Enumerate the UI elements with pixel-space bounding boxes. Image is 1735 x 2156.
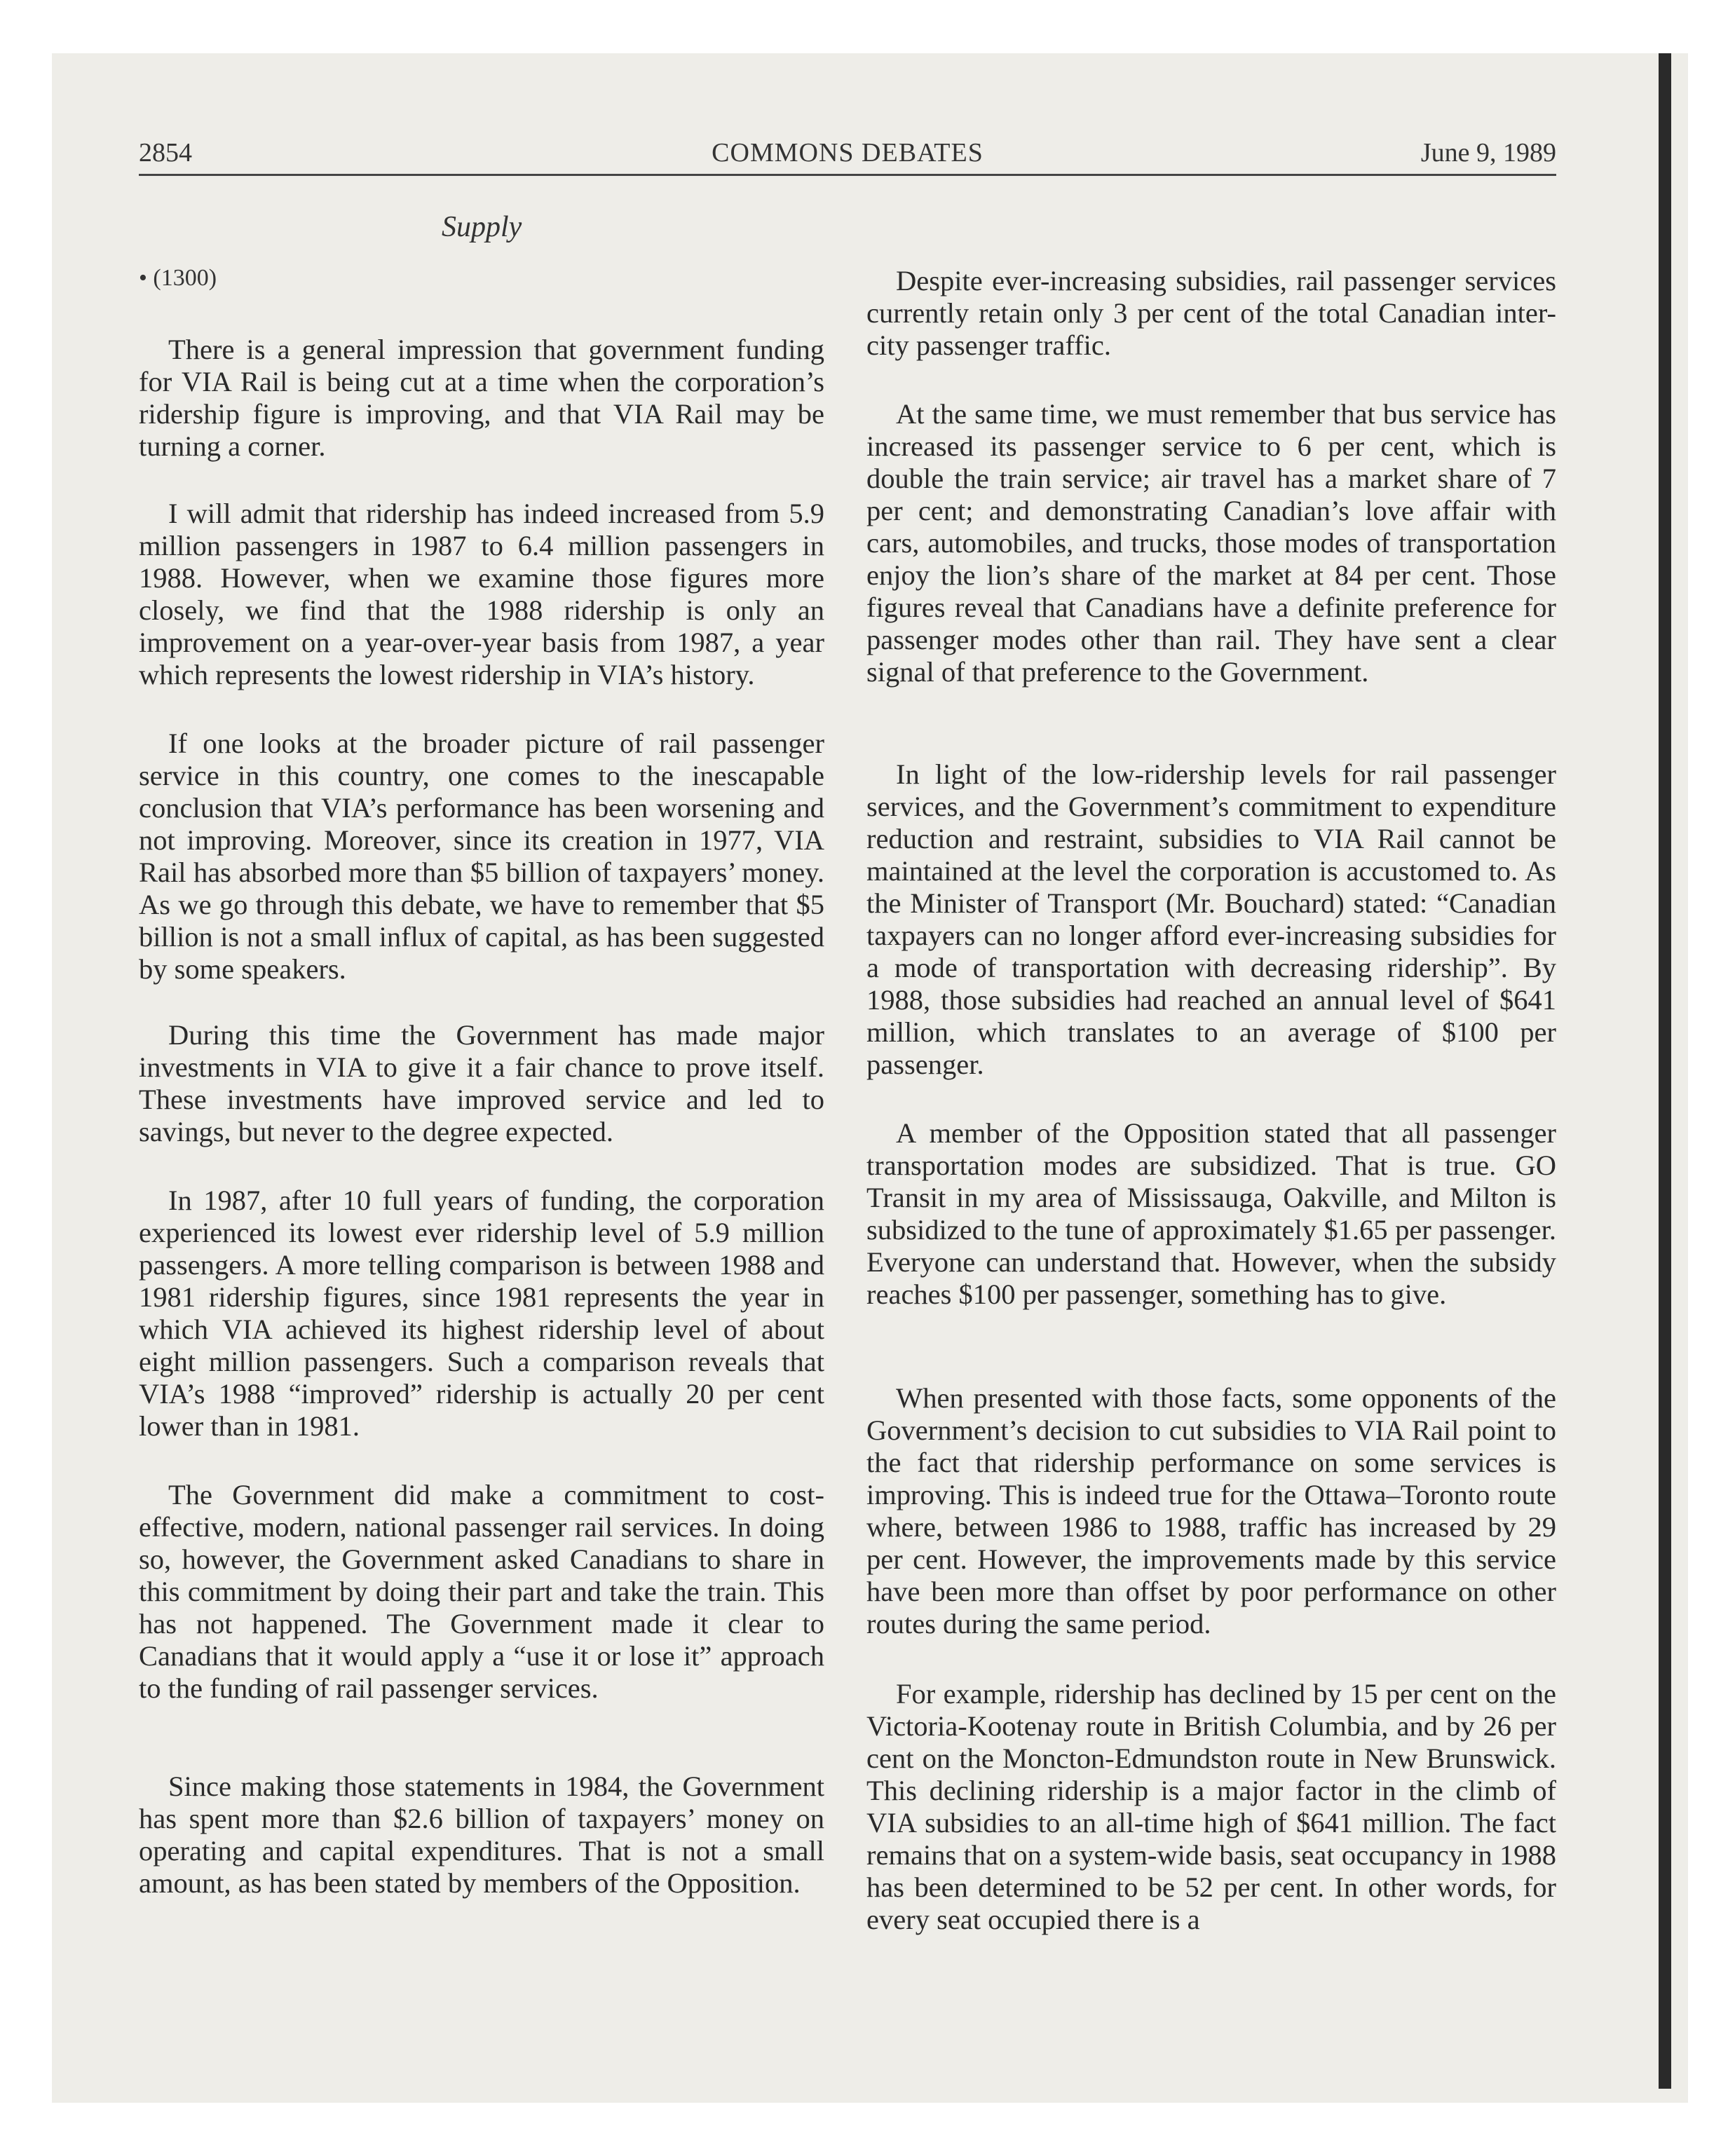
paragraph: There is a general impression that government funding for VIA Rail is being cut at a time when the corporation’s ridership figure is improving, and that VIA Rail may be turning a corner.	[139, 334, 824, 462]
paragraph: When presented with those facts, some opponents of the Government’s decision to cut subsidies to VIA Rail point to the fact that ridership performance on some services is improving. This is indeed true for the Ottawa–Toronto route where, between 1986 to 1988, traffic has increased by 29 per cent. However, the improvements made by this service have been more than offset by poor performance on other routes during the same period.	[866, 1382, 1556, 1639]
paragraph: For example, ridership has declined by 15 per cent on the Victoria-Kootenay route in British Columbia, and by 26 per cent on the Moncton-Edmundston route in New Brunswick. This declining ridership is a major factor in the climb of VIA subsidies to an all-time high of $641 million. The fact remains that on a system-wide basis, seat occupancy in 1988 has been determined to be 52 per cent. In other words, for every seat occupied there is a	[866, 1678, 1556, 1935]
page-date: June 9, 1989	[1420, 138, 1556, 168]
paragraph: Since making those statements in 1984, the Government has spent more than $2.6 billion of taxpayers’ money on operating and capital expenditures. That is not a small amount, as has been stated by members of the Opposition.	[139, 1770, 824, 1899]
page-header	[139, 137, 1556, 176]
section-title: Supply	[442, 211, 522, 243]
paragraph: The Government did make a commitment to cost-effective, modern, national passenger rail services. In doing so, however, the Government asked Canadians to share in this commitment by doing their part and take the train. This has not happened. The Government made it clear to Canadians that it would apply a “use it or lose it” approach to the funding of rail passenger services.	[139, 1479, 824, 1704]
scan-edge-bar	[1659, 53, 1671, 2089]
paragraph: Despite ever-increasing subsidies, rail passenger services currently retain only 3 per cent of the total Canadian inter-city passenger traffic.	[866, 265, 1556, 361]
timestamp-marker: • (1300)	[139, 265, 217, 291]
page-number: 2854	[139, 138, 192, 168]
paragraph: In light of the low-ridership levels for rail passenger services, and the Government’s commitment to expenditure reduction and restraint, subsidies to VIA Rail cannot be maintained at the level the corporation is accustomed to. As the Minister of Transport (Mr. Bouchard) stated: “Canadian taxpayers can no longer afford ever-increasing subsidies for a mode of transportation with decreasing ridership”. By 1988, those subsidies had reached an annual level of $641 million, which translates to an average of $100 per passenger.	[866, 758, 1556, 1080]
paragraph: In 1987, after 10 full years of funding, the corporation experienced its lowest ever ridership level of 5.9 million passengers. A more telling comparison is between 1988 and 1981 ridership figures, since 1981 represents the year in which VIA achieved its highest ridership level of about eight million passengers. Such a comparison reveals that VIA’s 1988 “improved” ridership is actually 20 per cent lower than in 1981.	[139, 1185, 824, 1442]
paragraph: I will admit that ridership has indeed increased from 5.9 million passengers in 1987 to 6.4 million passengers in 1988. However, when we examine those figures more closely, we find that the 1988 ridership is only an improvement on a year-over-year basis from 1987, a year which represents the lowest ridership in VIA’s history.	[139, 498, 824, 690]
paragraph: A member of the Opposition stated that all passenger transportation modes are subsidized. That is true. GO Transit in my area of Mississauga, Oakville, and Milton is subsidized to the tune of approximately $1.65 per passenger. Everyone can understand that. However, when the subsidy reaches $100 per passenger, something has to give.	[866, 1117, 1556, 1310]
paragraph: During this time the Government has made major investments in VIA to give it a fair chance to prove itself. These investments have improved service and led to savings, but never to the degree expected.	[139, 1019, 824, 1147]
journal-title: COMMONS DEBATES	[712, 138, 984, 168]
paragraph: At the same time, we must remember that bus service has increased its passenger service to 6 per cent, which is double the train service; air travel has a market share of 7 per cent; and demonstrating Canadian’s love affair with cars, automobiles, and trucks, those modes of transportation enjoy the lion’s share of the market at 84 per cent. Those figures reveal that Canadians have a definite preference for passenger modes other than rail. They have sent a clear signal of that preference to the Government.	[866, 398, 1556, 688]
paragraph: If one looks at the broader picture of rail passenger service in this country, one comes to the inescapable conclusion that VIA’s performance has been worsening and not improving. Moreover, since its creation in 1977, VIA Rail has absorbed more than $5 billion of taxpayers’ money. As we go through this debate, we have to remember that $5 billion is not a small influx of capital, as has been suggested by some speakers.	[139, 728, 824, 985]
